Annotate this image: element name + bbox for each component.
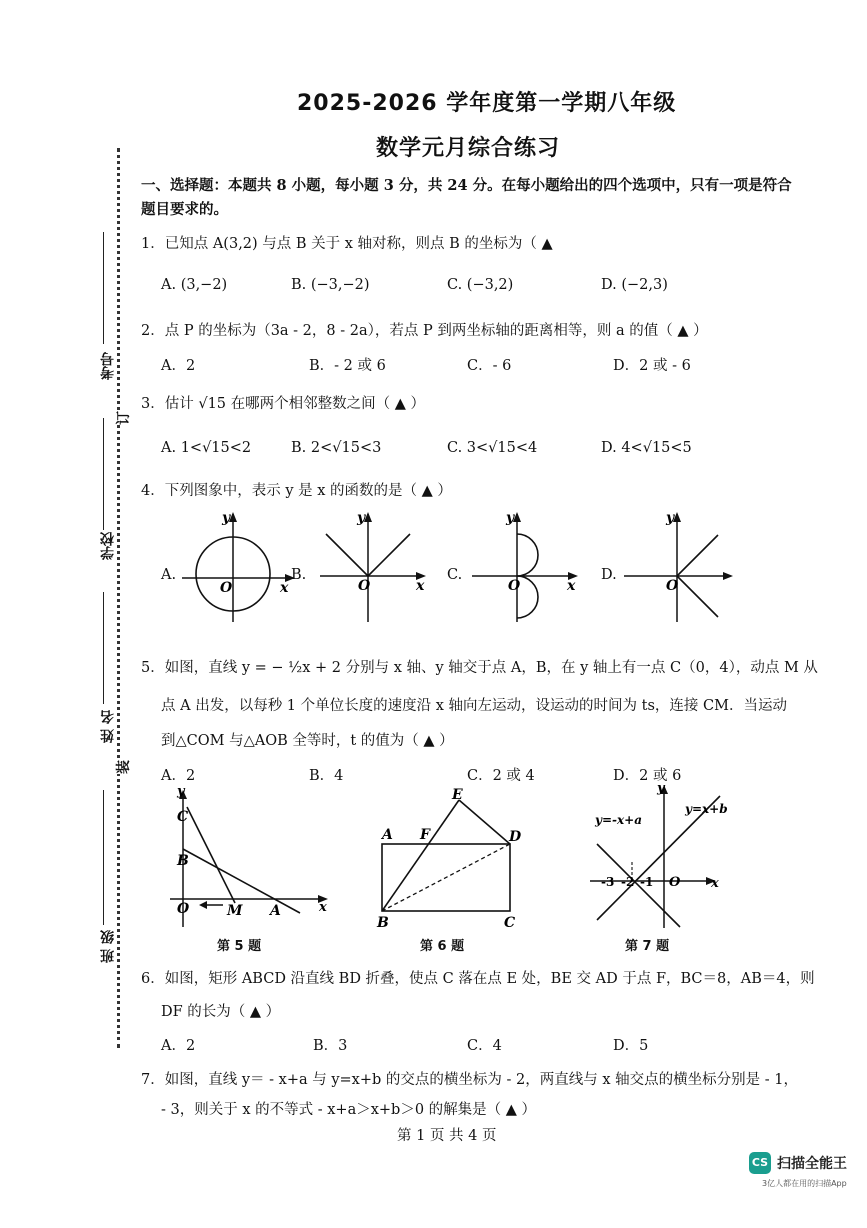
svg-text:-1: -1	[640, 875, 654, 889]
svg-text:O: O	[177, 901, 190, 917]
app-logo-icon: CS	[749, 1152, 771, 1174]
svg-text:C: C	[504, 915, 516, 931]
q5-line1: 5．如图，直线 y = − ½x + 2 分别与 x 轴、y 轴交于点 A，B，在 y 轴上有一点 C（0，4），动点 M 从	[141, 660, 818, 676]
svg-text:y: y	[222, 510, 231, 526]
figure-5-caption: 第 5 题	[217, 939, 262, 954]
app-subtitle: 3亿人都在用的扫描App	[762, 1179, 847, 1188]
svg-text:x: x	[567, 578, 576, 594]
svg-text:E: E	[452, 787, 463, 803]
q4-stem: 4．下列图象中，表示 y 是 x 的函数的是（ ▲ ）	[141, 483, 452, 499]
q2-option-c: C．- 6	[467, 358, 512, 374]
q3-option-d: D. 4<√15<5	[601, 440, 692, 456]
q5-option-d: D．2 或 6	[613, 768, 682, 784]
label-banji: 班 级	[100, 930, 116, 963]
figure-6-caption: 第 6 题	[420, 939, 465, 954]
section1-intro-line2: 题目要求的。	[141, 201, 228, 218]
label-xuexiao: 学校	[100, 532, 116, 560]
q2-option-a: A．2	[161, 358, 196, 374]
q1-option-a: A. (3,−2)	[161, 277, 228, 293]
q5-option-b: B．4	[309, 768, 344, 784]
figure-7-label-line2: y=x+b	[685, 802, 728, 816]
q1-stem: 1．已知点 A(3,2) 与点 B 关于 x 轴对称，则点 B 的坐标为（ ▲	[141, 236, 553, 252]
q6-option-d: D．5	[613, 1038, 649, 1054]
svg-text:y: y	[506, 510, 515, 526]
svg-text:y: y	[657, 781, 665, 796]
svg-text:y: y	[357, 510, 366, 526]
q4-graph-c	[470, 510, 582, 625]
page-title-line1: 2025-2026 学年度第一学期八年级	[297, 91, 677, 116]
q1-option-b: B. (−3,−2)	[291, 277, 370, 293]
svg-text:D: D	[509, 829, 522, 845]
q5-line2: 点 A 出发，以每秒 1 个单位长度的速度沿 x 轴向左运动，设运动的时间为 ts，连接 CM．当运动	[161, 698, 787, 714]
svg-text:O: O	[220, 580, 233, 596]
page-title-line2: 数学元月综合练习	[376, 136, 561, 161]
q3-stem: 3．估计 √15 在哪两个相邻整数之间（ ▲ ）	[141, 396, 426, 412]
q5-option-c: C．2 或 4	[467, 768, 535, 784]
section1-intro-line1: 一、选择题：本题共 8 小题，每小题 3 分，共 24 分。在每小题给出的四个选项中，只有一项是符合	[141, 177, 792, 194]
q6-line2: DF 的长为（ ▲ ）	[161, 1004, 281, 1020]
figure-7	[585, 780, 735, 930]
figure-7-label-line1: y=-x+a	[595, 813, 642, 827]
blank-line-xuexiao	[103, 418, 104, 530]
q2-stem: 2．点 P 的坐标为（3a - 2，8 - 2a），若点 P 到两坐标轴的距离相等，则 a 的值（ ▲ ）	[141, 323, 708, 339]
q6-option-c: C．4	[467, 1038, 502, 1054]
q4-label-d: D.	[601, 567, 617, 583]
svg-text:A: A	[270, 903, 281, 919]
label-kaohao: 考号	[100, 352, 116, 380]
figure-7-caption: 第 7 题	[625, 939, 670, 954]
svg-text:-2: -2	[621, 875, 635, 889]
svg-text:A: A	[382, 827, 393, 843]
svg-text:x: x	[280, 580, 289, 596]
svg-text:x: x	[319, 900, 327, 915]
label-ding: 订	[113, 411, 133, 425]
q7-line2: - 3，则关于 x 的不等式 - x+a＞x+b＞0 的解集是（ ▲ ）	[161, 1102, 537, 1118]
q2-option-d: D．2 或 - 6	[613, 358, 691, 374]
q4-graph-b	[318, 510, 433, 625]
q6-option-a: A．2	[161, 1038, 196, 1054]
page-number: 第 1 页 共 4 页	[397, 1128, 497, 1144]
svg-text:M: M	[227, 903, 243, 919]
svg-text:O: O	[508, 578, 521, 594]
q3-option-c: C. 3<√15<4	[447, 440, 538, 456]
svg-text:y: y	[666, 510, 675, 526]
q5-option-a: A．2	[161, 768, 196, 784]
svg-text:O: O	[669, 875, 681, 890]
q4-graph-a-circle	[180, 510, 305, 625]
svg-text:B: B	[377, 915, 389, 931]
q4-label-b: B.	[291, 567, 307, 583]
q3-option-a: A. 1<√15<2	[161, 440, 252, 456]
q7-line1: 7．如图，直线 y＝ - x+a 与 y=x+b 的交点的横坐标为 - 2，两直线与 x 轴交点的横坐标分别是 - 1，	[141, 1072, 798, 1088]
app-name: 扫描全能王	[777, 1156, 847, 1172]
q3-option-b: B. 2<√15<3	[291, 440, 382, 456]
svg-text:x: x	[416, 578, 425, 594]
blank-line-kaohao	[103, 232, 104, 344]
svg-text:F: F	[420, 827, 430, 843]
q4-graph-d	[622, 510, 737, 625]
svg-text:O: O	[666, 578, 679, 594]
svg-text:x: x	[711, 876, 719, 891]
q6-line1: 6．如图，矩形 ABCD 沿直线 BD 折叠，使点 C 落在点 E 处，BE 交 AD 于点 F，BC＝8，AB＝4，则	[141, 971, 815, 987]
svg-text:C: C	[177, 809, 189, 825]
q1-option-c: C. (−3,2)	[447, 277, 514, 293]
label-xingming: 姓 名	[100, 710, 116, 743]
q4-label-c: C.	[447, 567, 463, 583]
q6-option-b: B．3	[313, 1038, 348, 1054]
figure-5	[165, 785, 335, 930]
svg-text:B: B	[177, 853, 189, 869]
svg-text:-3: -3	[601, 875, 615, 889]
blank-line-banji	[103, 790, 104, 925]
blank-line-xingming	[103, 592, 104, 704]
binding-dotted-line	[117, 148, 124, 1048]
figure-6	[372, 785, 532, 930]
q4-label-a: A.	[161, 567, 177, 583]
q2-option-b: B．- 2 或 6	[309, 358, 386, 374]
svg-text:y: y	[177, 784, 185, 799]
svg-text:O: O	[358, 578, 371, 594]
label-zhuang: 装	[113, 760, 133, 774]
q1-option-d: D. (−2,3)	[601, 277, 668, 293]
q5-line3: 到△COM 与△AOB 全等时，t 的值为（ ▲ ）	[161, 733, 454, 749]
